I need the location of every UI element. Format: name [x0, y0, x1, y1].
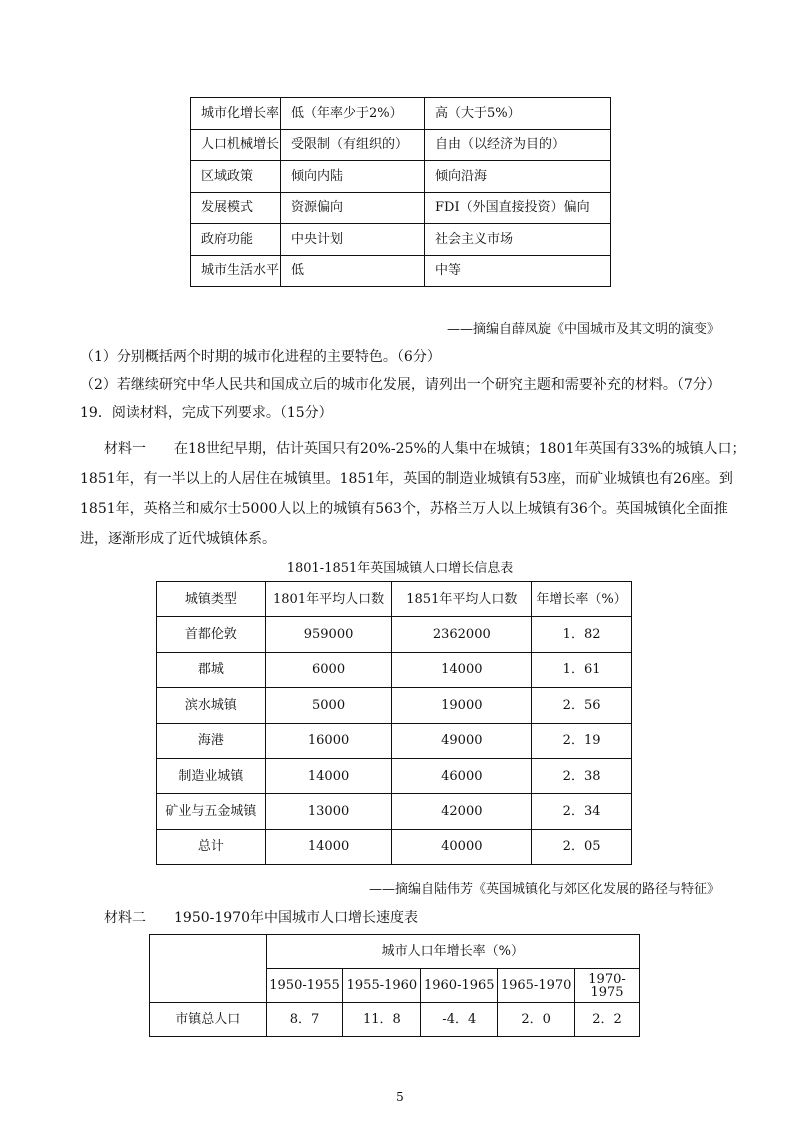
table-cell: 8．7 [266, 1003, 343, 1037]
table-cell: 11．8 [343, 1003, 421, 1037]
table-cell: -4．4 [421, 1003, 498, 1037]
header-cell: 年增长率（%） [532, 582, 632, 617]
table-cell: 14000 [392, 652, 532, 687]
table-cell: 海港 [157, 723, 266, 758]
table-cell: 2．0 [498, 1003, 575, 1037]
table-cell: 资源偏向 [281, 192, 425, 224]
period-header: 1960-1965 [421, 969, 498, 1003]
table-row [191, 98, 611, 130]
table-cell: 发展模式 [191, 192, 281, 224]
table-cell: 总计 [157, 829, 266, 864]
table-cell: 2．38 [532, 758, 632, 793]
table-cell: 6000 [265, 652, 392, 687]
table-row [191, 129, 611, 161]
table-cell: 46000 [392, 758, 532, 793]
period-header: 1965-1970 [498, 969, 575, 1003]
table-cell: 区域政策 [191, 161, 281, 193]
row-label: 市镇总人口 [150, 1003, 267, 1037]
table-row [191, 192, 611, 224]
period-header: 1970-1975 [575, 969, 640, 1003]
table-cell: 13000 [265, 794, 392, 829]
material1-line-3: 1851年，英格兰和威尔士5000人以上的城镇有563个，苏格兰万人以上城镇有36个。英国城镇化全面推 [80, 501, 728, 517]
header-cell: 1851年平均人口数 [392, 582, 532, 617]
empty-corner-cell [150, 935, 267, 1003]
table-cell: 19000 [392, 688, 532, 723]
table-row [157, 617, 632, 652]
table-cell: 制造业城镇 [157, 758, 266, 793]
table-row [191, 255, 611, 287]
table-cell: 倾向沿海 [425, 161, 611, 193]
table-cell: 42000 [392, 794, 532, 829]
header-cell: 城镇类型 [157, 582, 266, 617]
table-cell: 1．61 [532, 652, 632, 687]
table-cell: 中央计划 [281, 224, 425, 256]
table-cell: 5000 [265, 688, 392, 723]
table-cell: 2．2 [575, 1003, 640, 1037]
table-cell: 倾向内陆 [281, 161, 425, 193]
period-header: 1955-1960 [343, 969, 421, 1003]
table-cell: 人口机械增长 [191, 129, 281, 161]
group-header: 城市人口年增长率（%） [266, 935, 639, 969]
material1-line-4: 进，逐渐形成了近代城镇体系。 [80, 531, 276, 547]
question-1: （1）分别概括两个时期的城市化进程的主要特色。（6分） [80, 349, 441, 365]
table-cell: 首都伦敦 [157, 617, 266, 652]
table-row [157, 829, 632, 864]
table2-title: 1801-1851年英国城镇人口增长信息表 [286, 561, 514, 576]
table-cell: 959000 [265, 617, 392, 652]
table-cell: 高（大于5%） [425, 98, 611, 130]
table-cell: 40000 [392, 829, 532, 864]
table-cell: 低 [281, 255, 425, 287]
table-cell: 郡城 [157, 652, 266, 687]
uk-town-population-table [156, 581, 632, 865]
table-cell: FDI（外国直接投资）偏向 [425, 192, 611, 224]
page-number: 5 [396, 1090, 404, 1104]
table-cell: 2．05 [532, 829, 632, 864]
table-row [157, 688, 632, 723]
table-cell: 16000 [265, 723, 392, 758]
table-cell: 受限制（有组织的） [281, 129, 425, 161]
urbanization-comparison-table [190, 97, 611, 287]
table-row [157, 794, 632, 829]
material1-line-2: 1851年，有一半以上的人居住在城镇里。1851年，英国的制造业城镇有53座，而矿业城镇也有26座。到 [80, 471, 733, 487]
table-row [157, 652, 632, 687]
table-row [191, 161, 611, 193]
table-cell: 低（年率少于2%） [281, 98, 425, 130]
question-19: 19．阅读材料，完成下列要求。（15分） [80, 405, 333, 421]
question-2: （2）若继续研究中华人民共和国成立后的城市化发展，请列出一个研究主题和需要补充的材料。（7分） [80, 377, 721, 393]
table-cell: 矿业与五金城镇 [157, 794, 266, 829]
table-cell: 49000 [392, 723, 532, 758]
table-cell: 2．56 [532, 688, 632, 723]
table-cell: 中等 [425, 255, 611, 287]
table-cell: 2362000 [392, 617, 532, 652]
table-cell: 1．82 [532, 617, 632, 652]
table-cell: 社会主义市场 [425, 224, 611, 256]
table-cell: 2．34 [532, 794, 632, 829]
table-cell: 城市化增长率 [191, 98, 281, 130]
table-cell: 滨水城镇 [157, 688, 266, 723]
table-row [157, 723, 632, 758]
table-cell: 自由（以经济为目的） [425, 129, 611, 161]
table-row [191, 224, 611, 256]
header-cell: 1801年平均人口数 [265, 582, 392, 617]
table-cell: 14000 [265, 758, 392, 793]
table-cell: 2．19 [532, 723, 632, 758]
period-header: 1950-1955 [266, 969, 343, 1003]
china-urban-growth-table [149, 934, 640, 1037]
table-cell: 城市生活水平 [191, 255, 281, 287]
table1-source: ——摘编自薛凤旋《中国城市及其文明的演变》 [446, 322, 720, 337]
table2-source: ——摘编自陆伟芳《英国城镇化与郊区化发展的路径与特征》 [368, 882, 720, 897]
material1-line-1: 材料一 在18世纪早期，估计英国只有20%-25%的人集中在城镇；1801年英国有33%的城镇人口； [104, 441, 746, 457]
material2-label: 材料二 1950-1970年中国城市人口增长速度表 [104, 910, 418, 926]
table-cell: 14000 [265, 829, 392, 864]
table-row [157, 758, 632, 793]
table-cell: 政府功能 [191, 224, 281, 256]
